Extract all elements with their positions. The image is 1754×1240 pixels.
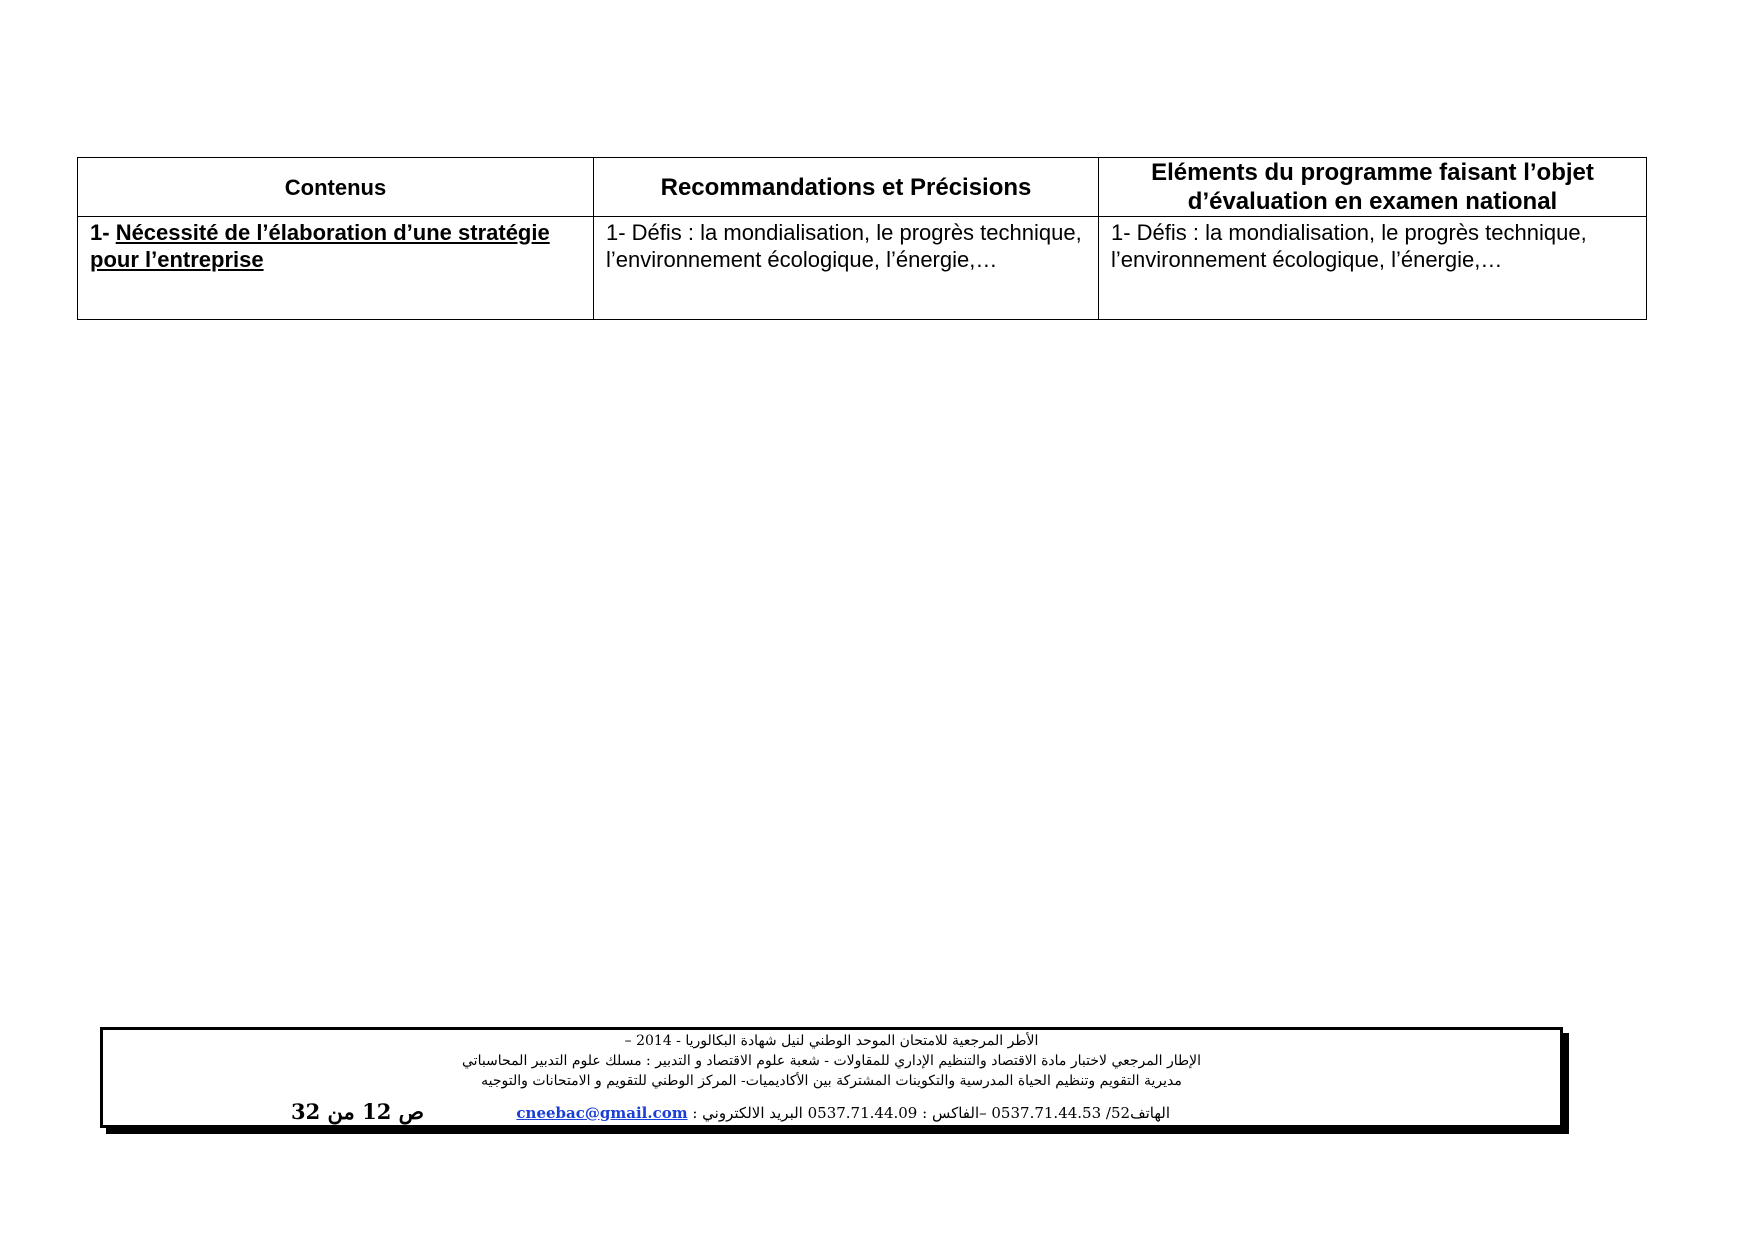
contenus-prefix: 1- (90, 220, 116, 245)
program-table (77, 157, 1647, 320)
footer-line-subject: الإطار المرجعي لاختبار مادة الاقتصاد والتنظيم الإداري للمقاولات - شعبة علوم الاقتصاد و التدبير : مسلك علوم التدبير المحاسباتي (462, 1053, 1201, 1069)
cell-elements: 1- Défis : la mondialisation, le progrès technique, l’environnement écologique, l’énergie,… (1099, 217, 1647, 320)
table-header-row (78, 158, 1647, 217)
contact-text: الهاتف52/ 0537.71.44.53 –الفاكس : 0537.71.44.09 البريد الالكتروني : (687, 1104, 1170, 1122)
footer-box (100, 1027, 1563, 1128)
header-recommandations: Recommandations et Précisions (594, 158, 1099, 217)
page-number: ص 12 من 32 (291, 1099, 425, 1124)
cell-contenus (78, 217, 594, 320)
table-row (78, 217, 1647, 320)
header-elements: Eléments du programme faisant l’objet d’évaluation en examen national (1099, 158, 1647, 217)
footer-line-directorate: مديرية التقويم وتنظيم الحياة المدرسية والتكوينات المشتركة بين الأكاديميات- المركز الوطني للتقويم و الامتحانات والتوجيه (481, 1073, 1182, 1089)
email-link[interactable]: cneebac@gmail.com (516, 1104, 688, 1122)
footer-contact (516, 1104, 1170, 1122)
header-contenus: Contenus (78, 158, 594, 217)
footer-line-title: الأطر المرجعية للامتحان الموحد الوطني لنيل شهادة البكالوريا - 2014 – (624, 1033, 1039, 1049)
contenus-title: Nécessité de l’élaboration d’une stratégie pour l’entreprise (90, 220, 550, 272)
cell-recommandations: 1- Défis : la mondialisation, le progrès technique, l’environnement écologique, l’énergie,… (594, 217, 1099, 320)
